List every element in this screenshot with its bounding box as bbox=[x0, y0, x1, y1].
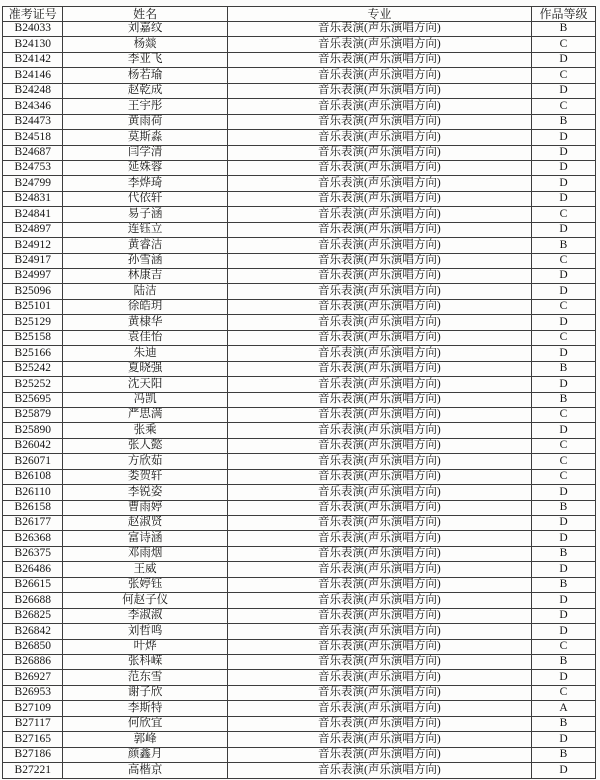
cell-major: 音乐表演(声乐演唱方向) bbox=[227, 624, 531, 639]
table-row bbox=[3, 238, 596, 253]
cell-name: 赵淑贤 bbox=[63, 516, 227, 531]
cell-admission-number: B25101 bbox=[3, 299, 63, 314]
table-row bbox=[3, 253, 596, 268]
cell-admission-number: B24473 bbox=[3, 114, 63, 129]
cell-major: 音乐表演(声乐演唱方向) bbox=[227, 176, 531, 191]
cell-major: 音乐表演(声乐演唱方向) bbox=[227, 361, 531, 376]
cell-work-grade: C bbox=[531, 454, 595, 469]
cell-major: 音乐表演(声乐演唱方向) bbox=[227, 191, 531, 206]
cell-admission-number: B26110 bbox=[3, 485, 63, 500]
table-row bbox=[3, 469, 596, 484]
cell-major: 音乐表演(声乐演唱方向) bbox=[227, 377, 531, 392]
table-row bbox=[3, 438, 596, 453]
table-row bbox=[3, 624, 596, 639]
cell-work-grade: C bbox=[531, 407, 595, 422]
cell-name: 易子涵 bbox=[63, 207, 227, 222]
cell-name: 张人懿 bbox=[63, 438, 227, 453]
cell-major: 音乐表演(声乐演唱方向) bbox=[227, 99, 531, 114]
cell-name: 杨若瑜 bbox=[63, 68, 227, 83]
cell-name: 富诗涵 bbox=[63, 531, 227, 546]
cell-work-grade: D bbox=[531, 145, 595, 160]
cell-admission-number: B24799 bbox=[3, 176, 63, 191]
table-row bbox=[3, 763, 596, 779]
cell-name: 李锐姿 bbox=[63, 485, 227, 500]
cell-admission-number: B25695 bbox=[3, 392, 63, 407]
cell-major: 音乐表演(声乐演唱方向) bbox=[227, 392, 531, 407]
cell-name: 徐皓玥 bbox=[63, 299, 227, 314]
table-row bbox=[3, 160, 596, 175]
cell-name: 代依轩 bbox=[63, 191, 227, 206]
table-row bbox=[3, 130, 596, 145]
table-row bbox=[3, 654, 596, 669]
cell-admission-number: B26850 bbox=[3, 639, 63, 654]
cell-work-grade: B bbox=[531, 747, 595, 762]
cell-name: 谢子欣 bbox=[63, 685, 227, 700]
table-row bbox=[3, 562, 596, 577]
column-header-major: 专业 bbox=[227, 7, 531, 22]
cell-major: 音乐表演(声乐演唱方向) bbox=[227, 438, 531, 453]
cell-name: 夏晓强 bbox=[63, 361, 227, 376]
cell-work-grade: D bbox=[531, 222, 595, 237]
cell-work-grade: B bbox=[531, 500, 595, 515]
cell-major: 音乐表演(声乐演唱方向) bbox=[227, 130, 531, 145]
table-row bbox=[3, 222, 596, 237]
table-row bbox=[3, 732, 596, 747]
table-row bbox=[3, 593, 596, 608]
cell-work-grade: D bbox=[531, 608, 595, 623]
cell-name: 范东雪 bbox=[63, 670, 227, 685]
cell-major: 音乐表演(声乐演唱方向) bbox=[227, 500, 531, 515]
cell-admission-number: B26615 bbox=[3, 577, 63, 592]
cell-work-grade: C bbox=[531, 639, 595, 654]
cell-admission-number: B25166 bbox=[3, 346, 63, 361]
cell-name: 连钰立 bbox=[63, 222, 227, 237]
cell-major: 音乐表演(声乐演唱方向) bbox=[227, 593, 531, 608]
cell-admission-number: B26368 bbox=[3, 531, 63, 546]
table-row bbox=[3, 361, 596, 376]
cell-name: 李烨琦 bbox=[63, 176, 227, 191]
table-row bbox=[3, 670, 596, 685]
cell-work-grade: D bbox=[531, 315, 595, 330]
cell-work-grade: B bbox=[531, 114, 595, 129]
table-row bbox=[3, 191, 596, 206]
cell-major: 音乐表演(声乐演唱方向) bbox=[227, 253, 531, 268]
cell-work-grade: B bbox=[531, 546, 595, 561]
table-row bbox=[3, 68, 596, 83]
cell-name: 孙雪涵 bbox=[63, 253, 227, 268]
cell-name: 刘嘉纹 bbox=[63, 22, 227, 37]
cell-name: 袁佳怡 bbox=[63, 330, 227, 345]
cell-admission-number: B24130 bbox=[3, 37, 63, 52]
cell-work-grade: D bbox=[531, 83, 595, 98]
cell-major: 音乐表演(声乐演唱方向) bbox=[227, 732, 531, 747]
cell-name: 陆洁 bbox=[63, 284, 227, 299]
cell-admission-number: B26486 bbox=[3, 562, 63, 577]
cell-name: 方欣茹 bbox=[63, 454, 227, 469]
cell-admission-number: B24753 bbox=[3, 160, 63, 175]
cell-major: 音乐表演(声乐演唱方向) bbox=[227, 114, 531, 129]
cell-name: 黄棣华 bbox=[63, 315, 227, 330]
cell-major: 音乐表演(声乐演唱方向) bbox=[227, 747, 531, 762]
cell-major: 音乐表演(声乐演唱方向) bbox=[227, 22, 531, 37]
cell-work-grade: C bbox=[531, 37, 595, 52]
cell-name: 冯凯 bbox=[63, 392, 227, 407]
cell-name: 黄雨荷 bbox=[63, 114, 227, 129]
cell-work-grade: D bbox=[531, 423, 595, 438]
cell-admission-number: B26108 bbox=[3, 469, 63, 484]
cell-work-grade: C bbox=[531, 68, 595, 83]
cell-admission-number: B26688 bbox=[3, 593, 63, 608]
table-row bbox=[3, 701, 596, 716]
table-row bbox=[3, 269, 596, 284]
cell-name: 李淑淑 bbox=[63, 608, 227, 623]
column-header-work-grade: 作品等级 bbox=[531, 7, 595, 22]
exam-results-table bbox=[2, 6, 596, 779]
table-row bbox=[3, 83, 596, 98]
table-row bbox=[3, 423, 596, 438]
cell-admission-number: B26927 bbox=[3, 670, 63, 685]
cell-name: 李亚飞 bbox=[63, 52, 227, 67]
cell-name: 严思满 bbox=[63, 407, 227, 422]
cell-work-grade: B bbox=[531, 392, 595, 407]
table-row bbox=[3, 52, 596, 67]
cell-name: 赵乾成 bbox=[63, 83, 227, 98]
cell-major: 音乐表演(声乐演唱方向) bbox=[227, 454, 531, 469]
cell-major: 音乐表演(声乐演唱方向) bbox=[227, 299, 531, 314]
table-row bbox=[3, 330, 596, 345]
cell-name: 高楷京 bbox=[63, 763, 227, 779]
table-row bbox=[3, 485, 596, 500]
cell-work-grade: B bbox=[531, 654, 595, 669]
cell-admission-number: B25252 bbox=[3, 377, 63, 392]
cell-name: 王威 bbox=[63, 562, 227, 577]
cell-name: 叶烨 bbox=[63, 639, 227, 654]
cell-work-grade: D bbox=[531, 269, 595, 284]
cell-name: 刘哲鸣 bbox=[63, 624, 227, 639]
cell-name: 闫学清 bbox=[63, 145, 227, 160]
column-header-admission-number: 准考证号 bbox=[3, 7, 63, 22]
cell-work-grade: C bbox=[531, 299, 595, 314]
cell-work-grade: D bbox=[531, 732, 595, 747]
table-row bbox=[3, 207, 596, 222]
cell-work-grade: B bbox=[531, 577, 595, 592]
results-table-body bbox=[3, 22, 596, 779]
table-header-row bbox=[3, 7, 596, 22]
cell-admission-number: B26825 bbox=[3, 608, 63, 623]
cell-admission-number: B25158 bbox=[3, 330, 63, 345]
cell-work-grade: C bbox=[531, 99, 595, 114]
cell-name: 何赵子仪 bbox=[63, 593, 227, 608]
cell-name: 莫斯淼 bbox=[63, 130, 227, 145]
table-row bbox=[3, 747, 596, 762]
cell-major: 音乐表演(声乐演唱方向) bbox=[227, 330, 531, 345]
cell-major: 音乐表演(声乐演唱方向) bbox=[227, 685, 531, 700]
cell-admission-number: B26042 bbox=[3, 438, 63, 453]
cell-work-grade: D bbox=[531, 52, 595, 67]
cell-admission-number: B25129 bbox=[3, 315, 63, 330]
cell-major: 音乐表演(声乐演唱方向) bbox=[227, 407, 531, 422]
cell-major: 音乐表演(声乐演唱方向) bbox=[227, 423, 531, 438]
cell-work-grade: C bbox=[531, 253, 595, 268]
cell-admission-number: B24518 bbox=[3, 130, 63, 145]
table-row bbox=[3, 577, 596, 592]
cell-major: 音乐表演(声乐演唱方向) bbox=[227, 546, 531, 561]
cell-admission-number: B24142 bbox=[3, 52, 63, 67]
cell-major: 音乐表演(声乐演唱方向) bbox=[227, 763, 531, 779]
cell-work-grade: D bbox=[531, 516, 595, 531]
cell-major: 音乐表演(声乐演唱方向) bbox=[227, 269, 531, 284]
cell-admission-number: B27165 bbox=[3, 732, 63, 747]
cell-major: 音乐表演(声乐演唱方向) bbox=[227, 485, 531, 500]
cell-work-grade: D bbox=[531, 284, 595, 299]
cell-name: 延姝蓉 bbox=[63, 160, 227, 175]
cell-name: 张乘 bbox=[63, 423, 227, 438]
cell-work-grade: D bbox=[531, 531, 595, 546]
cell-work-grade: C bbox=[531, 207, 595, 222]
table-row bbox=[3, 346, 596, 361]
cell-work-grade: D bbox=[531, 624, 595, 639]
cell-major: 音乐表演(声乐演唱方向) bbox=[227, 207, 531, 222]
cell-major: 音乐表演(声乐演唱方向) bbox=[227, 531, 531, 546]
cell-work-grade: C bbox=[531, 330, 595, 345]
table-row bbox=[3, 99, 596, 114]
cell-work-grade: D bbox=[531, 485, 595, 500]
cell-admission-number: B26886 bbox=[3, 654, 63, 669]
cell-work-grade: B bbox=[531, 22, 595, 37]
cell-work-grade: C bbox=[531, 438, 595, 453]
table-row bbox=[3, 176, 596, 191]
cell-major: 音乐表演(声乐演唱方向) bbox=[227, 516, 531, 531]
cell-work-grade: D bbox=[531, 176, 595, 191]
cell-admission-number: B27186 bbox=[3, 747, 63, 762]
cell-name: 林康吉 bbox=[63, 269, 227, 284]
cell-major: 音乐表演(声乐演唱方向) bbox=[227, 716, 531, 731]
table-row bbox=[3, 114, 596, 129]
cell-admission-number: B24997 bbox=[3, 269, 63, 284]
cell-major: 音乐表演(声乐演唱方向) bbox=[227, 701, 531, 716]
cell-major: 音乐表演(声乐演唱方向) bbox=[227, 670, 531, 685]
cell-name: 朱迪 bbox=[63, 346, 227, 361]
table-row bbox=[3, 284, 596, 299]
table-row bbox=[3, 531, 596, 546]
table-row bbox=[3, 392, 596, 407]
cell-admission-number: B27109 bbox=[3, 701, 63, 716]
cell-major: 音乐表演(声乐演唱方向) bbox=[227, 608, 531, 623]
table-row bbox=[3, 685, 596, 700]
table-row bbox=[3, 37, 596, 52]
cell-name: 沈天阳 bbox=[63, 377, 227, 392]
cell-major: 音乐表演(声乐演唱方向) bbox=[227, 222, 531, 237]
cell-admission-number: B25879 bbox=[3, 407, 63, 422]
cell-major: 音乐表演(声乐演唱方向) bbox=[227, 654, 531, 669]
cell-admission-number: B24897 bbox=[3, 222, 63, 237]
table-row bbox=[3, 377, 596, 392]
cell-admission-number: B24841 bbox=[3, 207, 63, 222]
cell-admission-number: B26177 bbox=[3, 516, 63, 531]
cell-name: 娄贺轩 bbox=[63, 469, 227, 484]
cell-work-grade: D bbox=[531, 191, 595, 206]
table-row bbox=[3, 407, 596, 422]
cell-work-grade: D bbox=[531, 593, 595, 608]
cell-admission-number: B24831 bbox=[3, 191, 63, 206]
cell-name: 杨燚 bbox=[63, 37, 227, 52]
cell-admission-number: B24146 bbox=[3, 68, 63, 83]
table-row bbox=[3, 22, 596, 37]
table-row bbox=[3, 145, 596, 160]
cell-major: 音乐表演(声乐演唱方向) bbox=[227, 577, 531, 592]
cell-admission-number: B24346 bbox=[3, 99, 63, 114]
cell-major: 音乐表演(声乐演唱方向) bbox=[227, 68, 531, 83]
cell-work-grade: C bbox=[531, 685, 595, 700]
cell-major: 音乐表演(声乐演唱方向) bbox=[227, 145, 531, 160]
cell-admission-number: B26842 bbox=[3, 624, 63, 639]
cell-admission-number: B26158 bbox=[3, 500, 63, 515]
column-header-name: 姓名 bbox=[63, 7, 227, 22]
cell-admission-number: B27117 bbox=[3, 716, 63, 731]
cell-work-grade: B bbox=[531, 238, 595, 253]
cell-work-grade: C bbox=[531, 469, 595, 484]
cell-name: 李斯特 bbox=[63, 701, 227, 716]
table-row bbox=[3, 500, 596, 515]
cell-work-grade: D bbox=[531, 763, 595, 779]
cell-major: 音乐表演(声乐演唱方向) bbox=[227, 37, 531, 52]
table-row bbox=[3, 454, 596, 469]
table-row bbox=[3, 546, 596, 561]
cell-admission-number: B26071 bbox=[3, 454, 63, 469]
cell-name: 张科嵘 bbox=[63, 654, 227, 669]
cell-major: 音乐表演(声乐演唱方向) bbox=[227, 315, 531, 330]
table-row bbox=[3, 516, 596, 531]
cell-name: 黄睿洁 bbox=[63, 238, 227, 253]
cell-admission-number: B25096 bbox=[3, 284, 63, 299]
cell-admission-number: B27221 bbox=[3, 763, 63, 779]
cell-admission-number: B24248 bbox=[3, 83, 63, 98]
cell-work-grade: D bbox=[531, 670, 595, 685]
cell-admission-number: B25890 bbox=[3, 423, 63, 438]
cell-name: 颜鑫月 bbox=[63, 747, 227, 762]
cell-name: 曹雨婷 bbox=[63, 500, 227, 515]
cell-work-grade: D bbox=[531, 130, 595, 145]
cell-admission-number: B24912 bbox=[3, 238, 63, 253]
cell-name: 郭峰 bbox=[63, 732, 227, 747]
cell-work-grade: D bbox=[531, 562, 595, 577]
cell-work-grade: B bbox=[531, 361, 595, 376]
cell-admission-number: B26953 bbox=[3, 685, 63, 700]
cell-major: 音乐表演(声乐演唱方向) bbox=[227, 83, 531, 98]
cell-major: 音乐表演(声乐演唱方向) bbox=[227, 639, 531, 654]
cell-major: 音乐表演(声乐演唱方向) bbox=[227, 284, 531, 299]
cell-name: 王宇彤 bbox=[63, 99, 227, 114]
cell-admission-number: B24917 bbox=[3, 253, 63, 268]
cell-work-grade: D bbox=[531, 346, 595, 361]
table-row bbox=[3, 315, 596, 330]
cell-name: 张婷钰 bbox=[63, 577, 227, 592]
table-row bbox=[3, 716, 596, 731]
cell-major: 音乐表演(声乐演唱方向) bbox=[227, 346, 531, 361]
cell-admission-number: B26375 bbox=[3, 546, 63, 561]
cell-major: 音乐表演(声乐演唱方向) bbox=[227, 469, 531, 484]
table-row bbox=[3, 639, 596, 654]
cell-admission-number: B24687 bbox=[3, 145, 63, 160]
cell-admission-number: B25242 bbox=[3, 361, 63, 376]
cell-major: 音乐表演(声乐演唱方向) bbox=[227, 160, 531, 175]
cell-work-grade: D bbox=[531, 377, 595, 392]
cell-work-grade: A bbox=[531, 701, 595, 716]
cell-major: 音乐表演(声乐演唱方向) bbox=[227, 562, 531, 577]
cell-major: 音乐表演(声乐演唱方向) bbox=[227, 52, 531, 67]
table-row bbox=[3, 299, 596, 314]
cell-name: 何欣宜 bbox=[63, 716, 227, 731]
table-row bbox=[3, 608, 596, 623]
cell-admission-number: B24033 bbox=[3, 22, 63, 37]
cell-major: 音乐表演(声乐演唱方向) bbox=[227, 238, 531, 253]
cell-work-grade: B bbox=[531, 716, 595, 731]
cell-work-grade: D bbox=[531, 160, 595, 175]
cell-name: 邓雨烟 bbox=[63, 546, 227, 561]
